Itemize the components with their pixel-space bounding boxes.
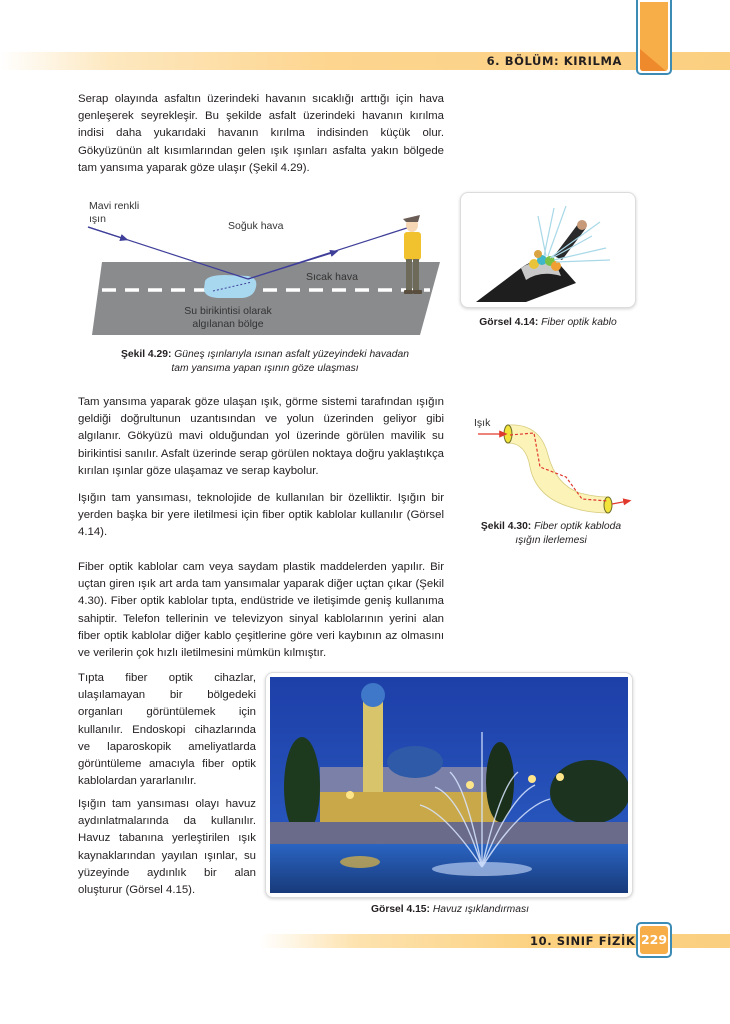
page-number-box: [636, 922, 672, 958]
chapter-tab-fill: [640, 2, 668, 71]
book-title: 10. SINIF FİZİK: [530, 934, 636, 948]
label-cold-air: Soğuk hava: [228, 220, 284, 232]
fiber-cable-illustration: [466, 198, 630, 302]
photo-pool-lighting: [265, 672, 633, 898]
chapter-title: 6. BÖLÜM: KIRILMA: [486, 54, 622, 68]
paragraph-total-reflection-technology: Işığın tam yansıması, teknolojide de kullanılan bir özelliktir. Işığın bir yerden başka bir yere iletilmesi için fiber optik kablolar kullanılır (Görsel 4.14).: [78, 492, 444, 539]
paragraph-mirage-perception: Tam yansıma yaparak göze ulaşan ışık, görme sistemi tarafından ışığın geldiği doğrultunun uzantısından ve yolun üzerinden geliyor gibi algılanır. Gökyüzü mavi olduğundan yol üzerinde görülen mavilik su birikintisi sanılır. Asfalt üzerinde serap görülen noktaya doğru yaklaştıkça kırılan ışınlar göze ulaşamaz ve serap kaybolur.: [78, 396, 444, 477]
figure-4-30-fiber-light-path: [470, 415, 640, 515]
label-blue-ray: Mavi renkli ışın: [89, 200, 140, 225]
caption-figure-4-29: Şekil 4.29: Güneş ışınlarıyla ısınan asfalt yüzeyindeki havadan tam yansıma yapan ışının göze ulaşması: [121, 349, 409, 374]
fiber-cable-shape: [508, 425, 608, 513]
caption-figure-4-14: Görsel 4.14: Fiber optik kablo: [479, 317, 617, 328]
photo-fiber-optic-cable: [460, 192, 636, 308]
paragraph-pool-lighting: Işığın tam yansıması olayı havuz aydınlatmalarında da kullanılır. Havuz tabanına yerleştirilen ışık kaynaklarından yayılan ışınlar, su yüzeyinde aydınlık bir alan oluşturur (Görsel 4.15).: [78, 798, 256, 897]
paragraph-fiber-optic-materials: Fiber optik kablolar cam veya saydam plastik maddelerden yapılır. Bir uçtan giren ışık art arda tam yansımalar yaparak diğer uçtan çıkar (Şekil 4.30). Fiber optik kablolar tıpta, endüstride ve iletişimde geniş kullanıma sahiptir. Telefon tellerinin ve televizyon sinyal kablolarının yerini alan fiber optik kablolar diğer kablo çeşitlerine göre veri kaybının az olmasını ve verilerin çok hızlı iletilmesini mümkün kılmıştır.: [78, 561, 444, 660]
label-puddle-region: Su birikintisi olarak algılanan bölge: [184, 305, 272, 330]
paragraph-mirage-intro: Serap olayında asfaltın üzerindeki havanın sıcaklığı arttığı için hava genleşerek seyrekleşir. Bu şekilde asfalt üzerindeki havanın kırılma indisi daha yukarıdaki havanın kırılma indisinden küçük olur. Gökyüzünün alt kısımlarından gelen ışık ışınları asfalta yakın bölgede tam yansıma yaparak göze ulaşır (Şekil 4.29).: [78, 93, 444, 174]
fountain-night-scene: [270, 677, 628, 893]
fiber-path-svg: [470, 415, 640, 515]
caption-figure-4-30: Şekil 4.30: Fiber optik kabloda ışığın ilerlemesi: [480, 521, 622, 546]
label-hot-air: Sıcak hava: [306, 271, 358, 283]
label-light: Işık: [474, 417, 491, 429]
figure-4-29-mirage-diagram: [80, 195, 450, 340]
caption-figure-4-15: Görsel 4.15: Havuz ışıklandırması: [371, 904, 529, 915]
paragraph-medical-use: Tıpta fiber optik cihazlar, ulaşılamayan bir bölgedeki organları görüntülemek için kullanılır. Endoskopi cihazlarında ve laparoskopik ameliyatlarda görüntüleme amacıyla fiber optik kablolardan yararlanılır.: [78, 672, 256, 788]
page-number: 229: [640, 926, 668, 954]
chapter-tab: [636, 0, 672, 75]
